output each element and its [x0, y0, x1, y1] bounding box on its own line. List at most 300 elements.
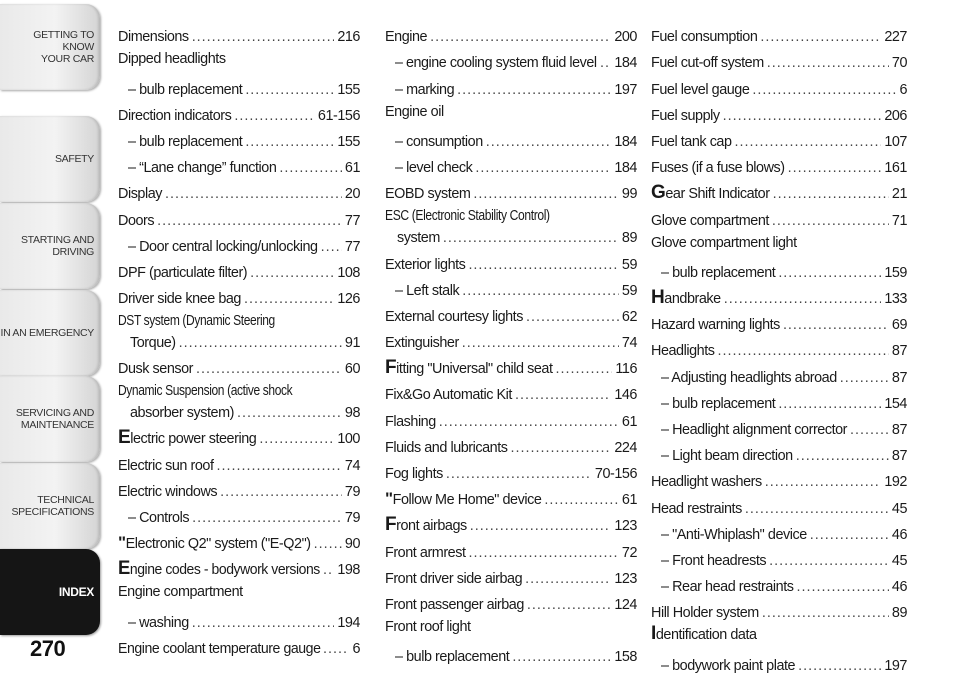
- index-entry-label: Electric windows: [118, 483, 218, 500]
- index-entry-text: [651, 52, 764, 74]
- index-entry-label: – Rear head restraints: [661, 579, 794, 596]
- index-entry-text: [651, 393, 775, 415]
- index-entry-text: [385, 104, 444, 120]
- index-entry[interactable]: [651, 153, 907, 179]
- index-entry-label: – Light beam direction: [661, 448, 793, 465]
- index-entry-page[interactable]: 89: [621, 230, 637, 247]
- index-entry[interactable]: [118, 48, 360, 74]
- index-entry-text: [385, 437, 508, 459]
- dot-leader: [430, 26, 611, 48]
- index-entry[interactable]: [118, 529, 360, 555]
- index-entry[interactable]: [651, 101, 907, 127]
- index-entry[interactable]: [385, 153, 637, 179]
- index-entry-page[interactable]: 108: [337, 264, 360, 281]
- tab-in-an-emergency[interactable]: [0, 290, 100, 376]
- index-entry[interactable]: [118, 608, 360, 634]
- index-entry-label: Dusk sensor: [118, 361, 194, 378]
- index-entry-page[interactable]: 46: [891, 526, 907, 543]
- index-entry[interactable]: [385, 276, 637, 302]
- index-entry-text: [385, 79, 454, 101]
- index-entry-page[interactable]: 200: [614, 29, 637, 46]
- dot-leader: [723, 105, 882, 127]
- index-initial-letter: F: [385, 514, 397, 536]
- index-entry-page[interactable]: 227: [884, 29, 907, 46]
- dot-leader: [752, 79, 896, 101]
- index-entry-page[interactable]: 98: [344, 405, 360, 422]
- index-entry-page[interactable]: 77: [344, 238, 360, 255]
- index-entry[interactable]: [651, 284, 907, 310]
- index-entry-label: – Front headrests: [661, 552, 767, 569]
- index-entry-label: – Headlight alignment corrector: [661, 422, 848, 438]
- dot-leader: [475, 157, 611, 179]
- index-entry-page[interactable]: 45: [891, 500, 907, 517]
- dot-leader: [773, 183, 889, 205]
- index-entry-text: [385, 488, 541, 511]
- index-entry[interactable]: [385, 328, 637, 354]
- index-initial-letter: G: [651, 182, 666, 204]
- dot-leader: [250, 262, 334, 284]
- index-entry-text: [385, 52, 596, 74]
- index-entry[interactable]: [385, 433, 637, 459]
- index-entry[interactable]: [385, 564, 637, 590]
- index-entry-text: [651, 288, 721, 310]
- dot-leader: [439, 411, 619, 433]
- index-entry-page[interactable]: 79: [344, 510, 360, 526]
- index-entry-label: – "Anti-Whiplash" device: [661, 526, 807, 543]
- dot-leader: [469, 542, 619, 564]
- index-entry[interactable]: [385, 74, 637, 100]
- dot-leader: [323, 559, 334, 581]
- index-entry-page[interactable]: 116: [615, 361, 637, 378]
- dot-leader: [470, 515, 612, 537]
- index-entry-page[interactable]: 61: [621, 413, 637, 430]
- index-entry[interactable]: [651, 467, 907, 493]
- index-entry-page[interactable]: 159: [884, 264, 907, 281]
- index-entry-label: Extinguisher: [385, 335, 459, 352]
- index-entry-page[interactable]: 45: [891, 552, 907, 569]
- index-entry-page[interactable]: 99: [621, 186, 637, 203]
- index-entry-label: Glove compartment: [651, 212, 769, 229]
- index-entry-text: Dynamic Suspension (active shock: [118, 383, 293, 400]
- dot-leader: [234, 105, 315, 127]
- index-entry-page[interactable]: 194: [337, 614, 360, 631]
- index-entry-page[interactable]: 61-156: [317, 107, 360, 124]
- index-entry-page[interactable]: 146: [614, 387, 637, 404]
- index-entry[interactable]: [118, 503, 360, 529]
- index-entry-label: Front armrest: [385, 544, 466, 561]
- index-entry[interactable]: [651, 546, 907, 572]
- index-entry-text: [118, 26, 189, 48]
- index-entry-page[interactable]: 70-156: [594, 466, 637, 482]
- index-entry[interactable]: [118, 153, 360, 179]
- index-entry-page[interactable]: 192: [884, 474, 907, 491]
- index-entry-page[interactable]: 124: [614, 596, 637, 613]
- index-entry-text: [651, 445, 793, 467]
- index-entry[interactable]: [385, 459, 637, 485]
- index-entry-text: [118, 428, 256, 450]
- index-initial-letter: I: [651, 623, 656, 645]
- dot-leader: [196, 358, 342, 380]
- index-column-2: [385, 22, 637, 668]
- index-entry-text: [651, 314, 780, 336]
- dot-leader: [192, 26, 335, 48]
- index-entry[interactable]: [385, 127, 637, 153]
- tab-safety[interactable]: [0, 116, 100, 202]
- index-entry[interactable]: [385, 354, 637, 380]
- index-entry[interactable]: [651, 572, 907, 598]
- dot-leader: [525, 568, 611, 590]
- dot-leader: [217, 455, 342, 477]
- index-entry-label: Front roof light: [385, 618, 471, 635]
- index-entry-page[interactable]: 206: [884, 107, 907, 124]
- index-entry-label: Direction indicators: [118, 107, 232, 124]
- index-entry[interactable]: [385, 590, 637, 616]
- index-entry-page[interactable]: 197: [614, 81, 637, 98]
- index-entry[interactable]: [651, 441, 907, 467]
- index-entry[interactable]: [385, 485, 637, 511]
- index-entry[interactable]: [651, 48, 907, 74]
- index-entry[interactable]: [651, 74, 907, 100]
- index-entry-text-continued: absorber system): [130, 405, 234, 422]
- index-entry-label: Fog lights: [385, 466, 443, 482]
- dot-leader: [457, 79, 611, 101]
- index-entry-text: [385, 183, 470, 205]
- index-entry-label: Fluids and lubricants: [385, 439, 508, 456]
- dot-leader: [245, 131, 334, 153]
- index-entry-page[interactable]: 71: [891, 212, 907, 229]
- index-entry-page[interactable]: 59: [621, 256, 637, 273]
- index-entry-page[interactable]: 158: [614, 649, 637, 666]
- index-entry[interactable]: [651, 205, 907, 231]
- index-entry-label: – washing: [128, 614, 189, 631]
- index-entry[interactable]: [385, 205, 637, 249]
- index-entry-text: [651, 602, 759, 624]
- index-entry-page[interactable]: 184: [614, 133, 637, 150]
- index-entry[interactable]: [651, 232, 907, 258]
- index-entry[interactable]: [651, 258, 907, 284]
- tab-servicing-and-maintenance[interactable]: [0, 376, 100, 462]
- index-entry-text: [651, 498, 742, 520]
- index-entry-text: [118, 105, 231, 127]
- index-entry[interactable]: [385, 537, 637, 563]
- index-entry-page[interactable]: 87: [891, 422, 907, 438]
- index-entry[interactable]: [118, 179, 360, 205]
- dot-leader: [767, 52, 889, 74]
- index-entry-label: – bodywork paint plate: [661, 657, 796, 674]
- dot-leader: [527, 594, 611, 616]
- dot-leader: [323, 638, 349, 660]
- tab-getting-to-know-your-car[interactable]: [0, 4, 100, 90]
- index-entry-text: [385, 568, 522, 590]
- index-entry-label: Head restraints: [651, 500, 742, 517]
- index-entry-label: Fuel tank cap: [651, 133, 732, 150]
- tab-starting-and-driving[interactable]: [0, 203, 100, 289]
- index-entry-label: Electronic Q2" system ("E-Q2"): [125, 536, 311, 553]
- index-entry-label: ront airbags: [396, 518, 467, 535]
- index-entry[interactable]: [651, 520, 907, 546]
- index-entry-page[interactable]: 74: [344, 457, 360, 474]
- dot-leader: [765, 471, 882, 493]
- index-entry[interactable]: [651, 127, 907, 153]
- index-entry-page[interactable]: 126: [337, 291, 360, 308]
- index-column-3: [651, 22, 907, 677]
- index-entry-page[interactable]: 62: [621, 308, 637, 325]
- index-entry[interactable]: [385, 302, 637, 328]
- index-entry-text: DST system (Dynamic Steering: [118, 313, 275, 330]
- index-entry-page[interactable]: 79: [344, 483, 360, 500]
- index-entry-page[interactable]: 161: [884, 160, 907, 177]
- index-entry[interactable]: [118, 450, 360, 476]
- index-entry-text: [651, 550, 766, 572]
- index-entry-page[interactable]: 74: [621, 335, 637, 352]
- dot-leader: [259, 428, 334, 450]
- index-entry-label: Engine oil: [385, 103, 444, 120]
- dot-leader: [462, 332, 619, 354]
- index-entry-page[interactable]: 87: [891, 343, 907, 360]
- dot-leader: [778, 262, 881, 284]
- index-entry-label: Fix&Go Automatic Kit: [385, 387, 512, 404]
- index-entry-page[interactable]: 6: [899, 81, 907, 98]
- index-entry[interactable]: [651, 624, 907, 650]
- index-entry-text: [385, 358, 553, 380]
- dot-leader: [157, 210, 342, 232]
- index-entry-text: [651, 340, 715, 362]
- index-entry[interactable]: [385, 380, 637, 406]
- index-entry-label: Driver side knee bag: [118, 291, 241, 308]
- index-entry-label: dentification data: [655, 627, 757, 644]
- index-entry-label: Fuel cut-off system: [651, 55, 764, 72]
- index-entry-label: – consumption: [395, 133, 483, 150]
- dot-leader: [600, 52, 611, 74]
- index-entry-continuation-line: [118, 332, 360, 354]
- index-entry-page[interactable]: 90: [344, 536, 360, 553]
- index-entry-text: [651, 131, 732, 153]
- dot-leader: [462, 280, 619, 302]
- index-entry-text: [651, 157, 785, 179]
- index-entry-label: lectric power steering: [130, 431, 257, 448]
- dot-leader: [468, 254, 618, 276]
- index-entry-page[interactable]: 216: [337, 29, 360, 46]
- index-entry[interactable]: [118, 354, 360, 380]
- index-entry[interactable]: [651, 179, 907, 205]
- index-entry-text: [385, 26, 427, 48]
- index-entry[interactable]: [385, 22, 637, 48]
- index-entry[interactable]: [385, 642, 637, 668]
- index-entry-text: [651, 367, 837, 389]
- index-entry-label: – Door central locking/unlocking: [128, 238, 318, 255]
- index-entry-page[interactable]: 155: [337, 133, 360, 150]
- index-entry-page[interactable]: 100: [337, 431, 360, 448]
- dot-leader: [810, 524, 889, 546]
- index-entry-label: andbrake: [664, 291, 721, 308]
- index-initial-quote: ": [385, 489, 393, 509]
- index-entry-page[interactable]: 61: [344, 160, 360, 177]
- index-entry-label: ngine codes - bodywork versions: [129, 562, 320, 579]
- index-entry-text: [385, 306, 523, 328]
- index-entry-text: [118, 51, 226, 67]
- dot-leader: [796, 445, 889, 467]
- index-entry-page[interactable]: 184: [614, 160, 637, 177]
- dot-leader: [220, 481, 342, 503]
- dot-leader: [718, 340, 889, 362]
- index-entry[interactable]: [118, 424, 360, 450]
- tab-label: IN AN EMERGENCY: [0, 327, 94, 339]
- dot-leader: [778, 393, 881, 415]
- index-entry-label: – Controls: [128, 510, 190, 526]
- index-entry-page[interactable]: 89: [891, 605, 907, 622]
- dot-leader: [556, 358, 613, 380]
- index-entry[interactable]: [118, 284, 360, 310]
- index-entry-page[interactable]: 21: [891, 186, 907, 203]
- index-entry-text: [118, 210, 154, 232]
- index-entry[interactable]: [651, 598, 907, 624]
- index-entry[interactable]: [651, 22, 907, 48]
- index-entry[interactable]: [118, 555, 360, 581]
- index-entry[interactable]: [651, 389, 907, 415]
- index-entry-text: [385, 619, 471, 635]
- index-entry-page[interactable]: 91: [344, 335, 360, 352]
- index-entry-page[interactable]: 155: [337, 81, 360, 98]
- index-entry-label: Fuses (if a fuse blows): [651, 160, 785, 177]
- index-entry-text: [385, 463, 443, 485]
- index-entry-page[interactable]: 123: [614, 570, 637, 587]
- index-entry-label: Fuel level gauge: [651, 81, 750, 98]
- index-entry[interactable]: [118, 477, 360, 503]
- dot-leader: [850, 419, 889, 441]
- index-entry-page[interactable]: 133: [884, 291, 907, 308]
- chapter-tabs-sidebar: [0, 0, 100, 686]
- index-entry-label: Exterior lights: [385, 256, 466, 273]
- index-entry[interactable]: [651, 310, 907, 336]
- index-entry-label: – bulb replacement: [128, 133, 243, 150]
- index-entry[interactable]: [118, 634, 360, 660]
- index-entry-page[interactable]: 197: [884, 657, 907, 674]
- index-entry-page[interactable]: 154: [884, 395, 907, 412]
- index-entry[interactable]: [118, 205, 360, 231]
- index-entry[interactable]: [385, 511, 637, 537]
- index-entry-label: – level check: [395, 160, 473, 177]
- index-entry[interactable]: [118, 310, 360, 354]
- index-entry-text: [651, 105, 720, 127]
- index-entry[interactable]: [385, 48, 637, 74]
- index-entry[interactable]: [385, 179, 637, 205]
- index-entry[interactable]: [118, 74, 360, 100]
- index-entry[interactable]: [385, 616, 637, 642]
- dot-leader: [760, 26, 881, 48]
- index-entry-label: EOBD system: [385, 186, 471, 203]
- index-entry-page[interactable]: 87: [891, 448, 907, 465]
- index-entry[interactable]: [651, 362, 907, 388]
- index-entry[interactable]: [385, 249, 637, 275]
- dot-leader: [796, 576, 888, 598]
- index-entry-page[interactable]: 87: [891, 369, 907, 386]
- index-entry-page[interactable]: 60: [344, 361, 360, 378]
- index-entry-page[interactable]: 123: [614, 518, 637, 535]
- index-entry-text: [651, 235, 797, 251]
- index-entry-continuation-line: [118, 402, 360, 424]
- index-entry-label: Glove compartment light: [651, 234, 797, 251]
- index-entry-page[interactable]: 61: [621, 492, 637, 509]
- index-entry-text: ESC (Electronic Stability Control): [385, 208, 550, 225]
- index-entry-page[interactable]: 107: [884, 133, 907, 150]
- index-entry[interactable]: [118, 380, 360, 424]
- index-entry-page[interactable]: 70: [891, 55, 907, 72]
- index-entry[interactable]: [385, 101, 637, 127]
- index-entry-text: [651, 524, 807, 546]
- index-entry[interactable]: [118, 127, 360, 153]
- index-entry-text: [651, 655, 795, 677]
- index-entry-page[interactable]: 6: [352, 640, 360, 657]
- index-entry-text: [385, 332, 459, 354]
- index-entry-label: Dipped headlights: [118, 51, 226, 68]
- index-entry[interactable]: [651, 415, 907, 441]
- index-entry-text: [118, 638, 321, 660]
- index-entry-label: Electric sun roof: [118, 457, 214, 474]
- index-entry-page[interactable]: 69: [891, 317, 907, 334]
- index-entry[interactable]: [118, 22, 360, 48]
- index-entry-label: – Adjusting headlights abroad: [661, 369, 837, 386]
- tab-index[interactable]: [0, 549, 100, 635]
- tab-label: SAFETY: [54, 153, 94, 165]
- index-entry-text: [651, 183, 770, 205]
- index-entry-page[interactable]: 46: [891, 579, 907, 596]
- index-entry[interactable]: [118, 101, 360, 127]
- index-entry-text: [118, 157, 276, 179]
- index-entry-label: – bulb replacement: [128, 81, 243, 98]
- index-entry-page[interactable]: 224: [614, 439, 637, 456]
- index-entry-text-continued: system: [397, 230, 440, 247]
- index-entry-label: Engine compartment: [118, 584, 243, 601]
- page-number: 270: [30, 636, 66, 661]
- index-entry[interactable]: [651, 336, 907, 362]
- index-initial-letter: E: [118, 427, 131, 449]
- index-entry-page[interactable]: 77: [344, 212, 360, 229]
- index-entry-label: – bulb replacement: [661, 395, 776, 412]
- index-entry-page[interactable]: 198: [337, 562, 360, 579]
- index-entry[interactable]: [118, 258, 360, 284]
- index-entry-page[interactable]: 20: [344, 186, 360, 203]
- index-entry-text: [385, 411, 436, 433]
- index-entry-label: itting "Universal" child seat: [396, 361, 553, 378]
- dot-leader: [192, 612, 335, 634]
- index-entry[interactable]: [385, 406, 637, 432]
- index-entry-label: External courtesy lights: [385, 308, 523, 325]
- tab-label: INDEX: [58, 585, 94, 599]
- tab-technical-specifications[interactable]: [0, 463, 100, 549]
- dot-leader: [165, 183, 342, 205]
- index-entry-text: [651, 623, 757, 645]
- index-entry-page[interactable]: 184: [614, 55, 637, 72]
- index-entry-page[interactable]: 59: [621, 282, 637, 299]
- index-entry-page[interactable]: 72: [621, 544, 637, 561]
- index-entry-text: [651, 576, 793, 598]
- index-entry-text: [118, 612, 189, 634]
- index-entry-label: Hill Holder system: [651, 605, 759, 622]
- index-entry-label: Headlight washers: [651, 474, 762, 491]
- index-entry[interactable]: [651, 651, 907, 677]
- index-entry-label: Flashing: [385, 413, 436, 430]
- index-entry[interactable]: [118, 232, 360, 258]
- dot-leader: [192, 507, 342, 529]
- index-entry-label: – Left stalk: [395, 282, 460, 299]
- dot-leader: [279, 157, 341, 179]
- index-entry-text: [118, 262, 247, 284]
- dot-leader: [179, 332, 342, 354]
- tab-label: GETTING TO KNOW YOUR CAR: [33, 29, 94, 65]
- index-entry[interactable]: [118, 581, 360, 607]
- index-entry-text: [118, 507, 189, 529]
- index-entry[interactable]: [651, 493, 907, 519]
